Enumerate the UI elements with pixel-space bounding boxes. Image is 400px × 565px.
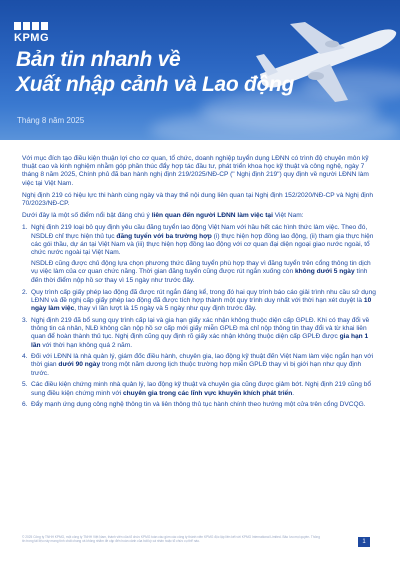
list-item: 1. Nghị định 219 loại bỏ quy định yêu cầu đăng tuyển lao động Việt Nam với hầu hết các hình thức làm việc. Theo đó, NSDLĐ chỉ thực hiện thủ tục đăng tuyển với ba trường hợp (i) thực hiện hợp đồng lao động, (ii) tham gia thực hiện các gói thầu, dự án tại Việt Nam và (iii) thực hiện hợp đồng lao động với cơ quan đại diện ngoại giao nước ngoài, tổ chức nước ngoài tại Việt Nam. NSDLĐ cũng được chủ động lựa chọn phương thức đăng tuyển phù hợp thay vì đăng tuyển trên cổng thông tin dịch vụ việc làm của cơ quan chức năng. Thời gian đăng tuyển cũng được rút ngắn xuống còn không dưới 5 ngày tính đến thời điểm nộp hồ sơ thay vì 15 ngày như trước đây. xyxy=(22,224,378,284)
logo-mark-icon xyxy=(14,22,48,30)
title-line-2: Xuất nhập cảnh và Lao động xyxy=(16,73,295,96)
page-number: 1 xyxy=(358,537,370,547)
effective-paragraph: Nghị định 219 có hiệu lực thi hành cùng ngày và thay thế nội dung liên quan tại Nghị định 152/2020/NĐ-CP và Nghị định 70/2023/NĐ-CP. xyxy=(22,191,374,208)
list-item: 4. Đối với LĐNN là nhà quản lý, giám đốc điều hành, chuyên gia, lao động kỹ thuật đến Việt Nam làm việc ngắn hạn với thời gian dưới 90 ngày trong một năm dương lịch thuộc trường hợp miễn GPLĐ thay vì bị giới hạn như quy định trước. xyxy=(22,353,374,377)
highlights-lead: Dưới đây là một số điểm nổi bật đáng chú ý liên quan đến người LĐNN làm việc tại Việt Nam: xyxy=(22,212,304,220)
issue-date: Tháng 8 năm 2025 xyxy=(17,116,85,125)
list-item: 5. Các điều kiện chứng minh nhà quản lý, lao động kỹ thuật và chuyên gia cũng được giảm bớt. Nghị định 219 cũng bổ sung điều kiện chứng minh với chuyên gia trong các lĩnh vực khuyến khích phát triển. xyxy=(22,381,372,397)
highlight-list xyxy=(22,224,378,409)
sub-paragraph: NSDLĐ cũng được chủ động lựa chọn phương thức đăng tuyển phù hợp thay vì đăng tuyển trên cổng thông tin dịch vụ việc làm của cơ quan chức năng. Thời gian đăng tuyển cũng được rút ngắn xuống còn không dưới 5 ngày tính đến thời điểm nộp hồ sơ thay vì 15 ngày như trước đây. xyxy=(31,260,371,284)
article-body xyxy=(22,155,378,413)
logo-text: KPMG xyxy=(14,32,49,44)
header-banner xyxy=(0,0,400,140)
intro-paragraph: Với mục đích tạo điều kiện thuận lợi cho cơ quan, tổ chức, doanh nghiệp tuyển dụng LĐNN có trình độ chuyên môn kỹ thuật cao và kinh nghiệm nhằm góp phần thúc đẩy hợp tác đầu tư, phát triển khoa học kỹ thuật và công nghệ, ngày 7 tháng 8 năm 2025, Chính phủ đã ban hành nghị định 219/2025/NĐ-CP (" Nghị định 219") quy định về người LĐNN làm việc tại Việt Nam. xyxy=(22,155,369,187)
title-line-1: Bản tin nhanh về xyxy=(16,48,181,71)
list-item: 2. Quy trình cấp giấy phép lao động đã được rút ngắn đáng kể, trong đó hai quy trình báo cáo giải trình nhu cầu sử dụng LĐNN và đề nghị cấp giấy phép lao động đã được tích hợp thành một quy trình duy nhất với thời hạn xét duyệt là 10 ngày làm việc, thay vì lần lượt là 15 ngày và 5 ngày như quy định trước đây. xyxy=(22,288,376,313)
copyright-note: © 2025 Công ty TNHH KPMG, một công ty TNHH Việt Nam, thành viên của tổ chức KPMG toàn cầu gồm các công ty thành viên KPMG độc lập liên kết với KPMG International Limited. Bảo lưu mọi quyền. Thông tin trong tài liệu này mang tính chất chung và không nhằm đề cập đến hoàn cảnh của bất kỳ cá nhân hoặc tổ chức cụ thể nào. xyxy=(22,535,320,543)
list-item: 6. Đẩy mạnh ứng dụng công nghệ thông tin và liên thông thủ tục hành chính theo hướng một cửa trên cổng DVCQG. xyxy=(22,401,366,409)
kpmg-logo xyxy=(14,22,49,44)
list-item: 3. Nghị định 219 đã bổ sung quy trình cấp lại và gia hạn giấy xác nhận không thuộc diện cấp GPLĐ. Khi có thay đổi về thông tin cá nhân, NLĐ không cần nộp hồ sơ cấp mới giấy miễn GPLĐ mà chỉ nộp thông tin thay đổi và từ khai liên quan để hoàn thành thủ tục. Nghị định cũng quy định rõ giấy xác nhận không thuộc diện cấp GPLĐ được gia hạn 1 lần với thời hạn không quá 2 năm. xyxy=(22,316,370,349)
